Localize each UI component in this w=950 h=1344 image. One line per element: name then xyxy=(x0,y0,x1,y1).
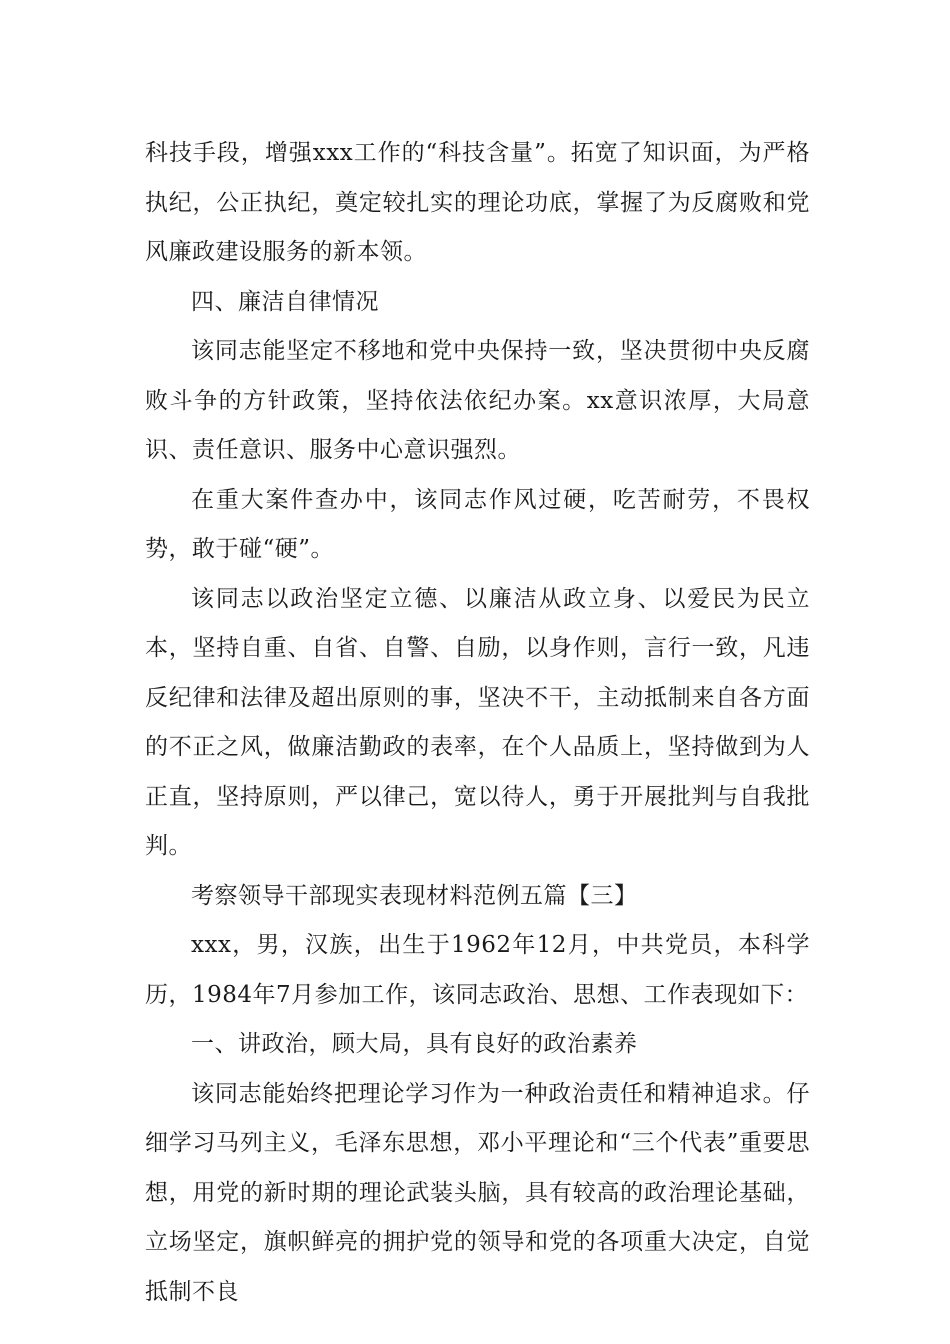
paragraph-theory-study: 该同志能始终把理论学习作为一种政治责任和精神追求。仔细学习马列主义，毛泽东思想，邓小平理论和“三个代表”重要思想，用党的新时期的理论武装头脑，具有较高的政治理论基础，立场坚定，旗帜鲜亮的拥护党的领导和党的各项重大决定，自觉抵制不良 xyxy=(145,1080,810,1305)
section-heading-politics: 一、讲政治，顾大局，具有良好的政治素养 xyxy=(191,1031,638,1057)
paragraph-self-discipline: 该同志以政治坚定立德、以廉洁从政立身、以爱民为民立本，坚持自重、自省、自警、自励，以身作则，言行一致，凡违反纪律和法律及超出原则的事，坚决不干，主动抵制来自各方面的不正之风，做廉洁勤政的表率，在个人品质上，坚持做到为人正直，坚持原则，严以律己，宽以待人，勇于开展批判与自我批判。 xyxy=(145,585,810,859)
paragraph-case-handling: 在重大案件查办中，该同志作风过硬，吃苦耐劳，不畏权势，敢于碰“硬”。 xyxy=(145,486,810,562)
paragraph-party-alignment: 该同志能坚定不移地和党中央保持一致，坚决贯彻中央反腐败斗争的方针政策，坚持依法依纪办案。xx意识浓厚，大局意识、责任意识、服务中心意识强烈。 xyxy=(145,338,810,463)
article-title-part-three: 考察领导干部现实表现材料范例五篇【三】 xyxy=(191,882,638,909)
paragraph-continuation: 科技手段，增强xxx工作的“科技含量”。拓宽了知识面，为严格执纪，公正执纪，奠定较扎实的理论功底，掌握了为反腐败和党风廉政建设服务的新本领。 xyxy=(145,140,810,265)
section-heading-integrity: 四、廉洁自律情况 xyxy=(191,288,379,315)
paragraph-personal-profile: xxx，男，汉族，出生于1962年12月，中共党员，本科学历，1984年7月参加工作，该同志政治、思想、工作表现如下： xyxy=(145,932,810,1008)
document-body xyxy=(145,129,810,1317)
